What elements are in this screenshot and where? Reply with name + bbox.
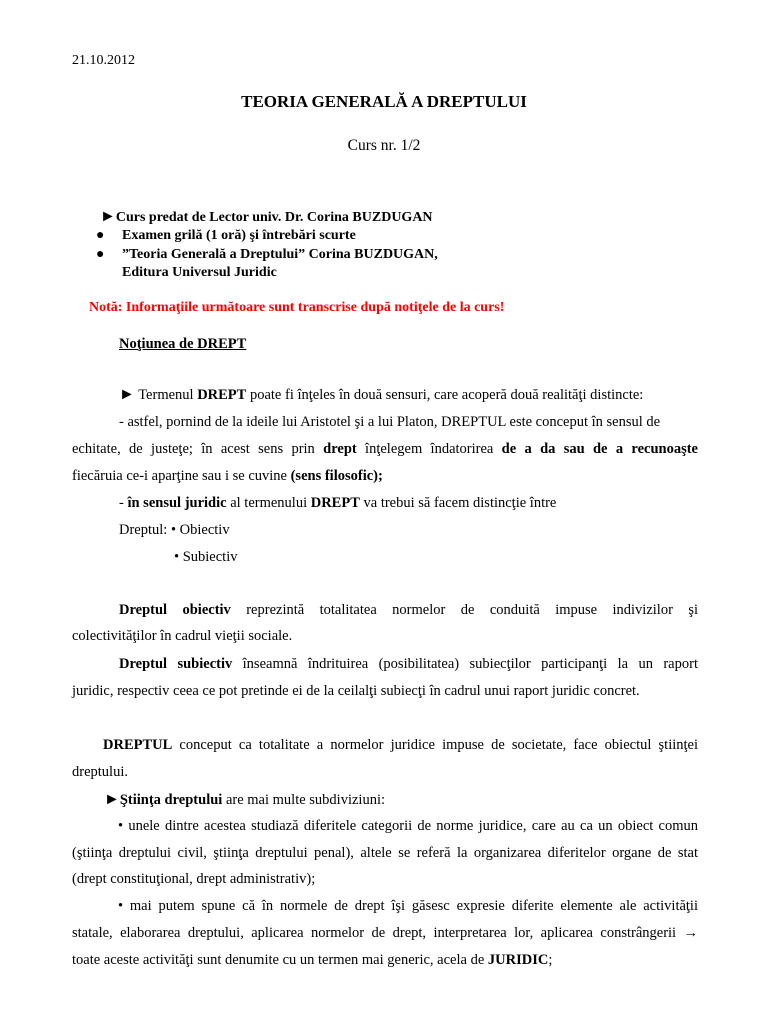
paragraph-philosophic-line2: echitate, de justeţe; în acest sens prin drept înţelegem îndatorirea de a da sau de a recunoaşte (72, 441, 698, 457)
objective-right-line1: Dreptul obiectiv reprezintă totalitatea normelor de conduită impuse indivizilor şi (119, 602, 698, 618)
dreptul-concept-line1: DREPTUL conceput ca totalitate a normelor juridice impuse de societate, face obiectul ştiinţei (103, 737, 698, 753)
dreptul-concept-line2: dreptului. (72, 764, 128, 780)
subjective-right-line2: juridic, respectiv ceea ce pot pretinde ei de la ceilalţi subiecţi în cadrul unui raport juridic concret. (72, 683, 640, 699)
bullet1-line1: • unele dintre acestea studiază diferitele categorii de norme juridice, care au ca un obiect comun (118, 818, 698, 834)
bullet1-line2: (ştiinţa dreptului civil, ştiinţa dreptului penal), altele se referă la organizarea diferitelor organe de stat (72, 845, 698, 861)
note-text: Notă: Informaţiile următoare sunt transcrise după notiţele de la curs! (89, 300, 505, 315)
paragraph-philosophic-line1: - astfel, pornind de la ideile lui Aristotel şi a lui Platon, DREPTUL este conceput în sensul de (119, 414, 661, 430)
info-line-book: ● ”Teoria Generală a Dreptului” Corina BUZDUGAN, (96, 247, 438, 262)
subjective-right-line1: Dreptul subiectiv înseamnă îndrituirea (posibilitatea) subiecţilor participanţi la un raport (119, 656, 698, 672)
info-line-exam: ● Examen grilă (1 oră) şi întrebări scurte (96, 228, 356, 243)
section-heading: Noţiunea de DREPT (119, 336, 247, 352)
arrow-icon: ► (100, 208, 116, 225)
paragraph-term-sense: ► Termenul DREPT poate fi înţeles în două sensuri, care acoperă două realităţi distincte: (119, 386, 644, 403)
document-title: TEORIA GENERALĂ A DREPTULUI (241, 92, 527, 111)
info-line-lecturer: ►Curs predat de Lector univ. Dr. Corina BUZDUGAN (100, 208, 433, 225)
paragraph-philosophic-line3: fiecăruia ce-i aparţine sau i se cuvine (sens filosofic); (72, 468, 383, 484)
bullet-icon: ● (96, 228, 105, 243)
bullet2-line1: • mai putem spune că în normele de drept îşi găsesc expresie diferite elemente ale activităţii (118, 898, 698, 914)
bullet2-line2: statale, elaborarea dreptului, aplicarea normelor de drept, interpretarea lor, aplicarea constrângerii → (72, 925, 698, 941)
bullet-icon: ● (96, 247, 105, 262)
bullet1-line3: (drept constituţional, drept administrativ); (72, 871, 316, 887)
stiinta-heading: ►Ştiinţa dreptului are mai multe subdiviziuni: (104, 791, 386, 808)
dreptul-list-objective: Dreptul: • Obiectiv (119, 522, 230, 538)
objective-right-line2: colectivităţilor în cadrul vieţii sociale. (72, 628, 293, 644)
dreptul-list-subjective: • Subiectiv (174, 549, 238, 565)
info-line-publisher: Editura Universul Juridic (122, 265, 277, 280)
bullet2-line3: toate aceste activităţi sunt denumite cu un termen mai generic, acela de JURIDIC; (72, 952, 553, 968)
document-date: 21.10.2012 (72, 53, 135, 68)
paragraph-juridic-sense: - în sensul juridic al termenului DREPT va trebui să facem distincţie între (119, 495, 557, 511)
arrow-icon: ► (119, 386, 135, 403)
arrow-icon: ► (104, 791, 120, 808)
course-number: Curs nr. 1/2 (347, 137, 421, 154)
